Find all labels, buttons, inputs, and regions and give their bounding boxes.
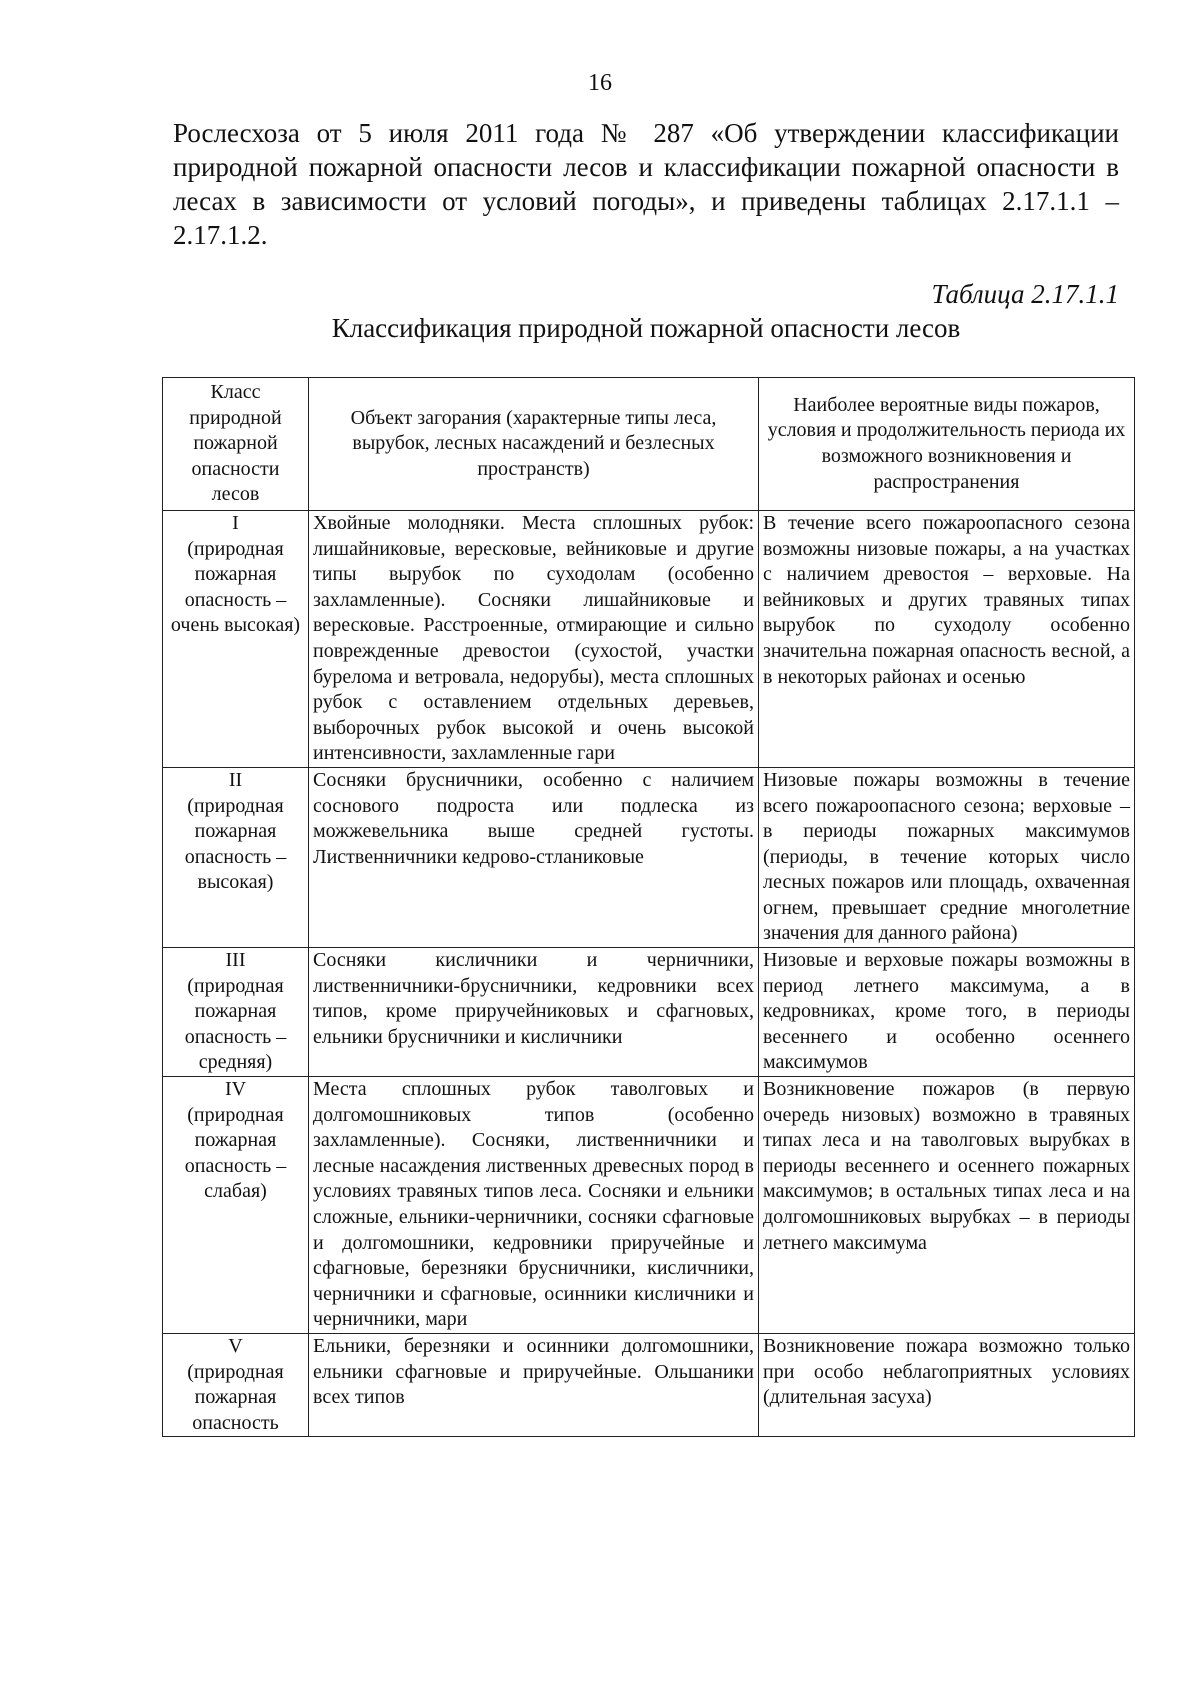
object-cell: Хвойные молодняки. Места сплошных рубок: лишайниковые, вересковые, вейниковые и другие типы вырубок по суходолам (особенно захламленные). Сосняки лишайниковые и вересковые. Расстроенные, отмирающие и сильно поврежденные древостои (сухостой, участки бурелома и ветровала, недорубы), места сплошных рубок с оставлением отдельных деревьев, выборочных рубок высокой и очень высокой интенсивности, захламленные гари bbox=[309, 510, 759, 767]
class-description: (природная пожарная опасность bbox=[187, 1360, 284, 1434]
table-label: Таблица 2.17.1.1 bbox=[931, 279, 1119, 309]
object-cell: Сосняки брусничники, особенно с наличием соснового подроста или подлеска из можжевельника выше средней густоты. Лиственничники кедрово-стланиковые bbox=[309, 767, 759, 947]
intro-text: Рослесхоза от 5 июля 2011 года № 287 «Об утверждении классификации природной пожарной опасности лесов и классификации пожарной опасности в лесах в зависимости от условий погоды», и приведены таблицах 2.17.1.1 – 2.17.1.2. bbox=[173, 118, 1119, 250]
class-numeral: V bbox=[228, 1334, 243, 1357]
table-row bbox=[163, 767, 1135, 947]
table-row bbox=[163, 510, 1135, 767]
fires-cell: Возникновение пожаров (в первую очередь низовых) возможно в травяных типах леса и на таволговых вырубках в периоды весеннего и осеннего пожарных максимумов; в остальных типах леса и на долгомошниковых вырубках – в периоды летнего максимума bbox=[759, 1077, 1135, 1334]
class-cell bbox=[163, 510, 309, 767]
object-cell: Сосняки кисличники и черничники, лиственничники-брусничники, кедровники всех типов, кроме приручейниковых и сфагновых, ельники брусничники и кисличники bbox=[309, 948, 759, 1077]
class-numeral: I bbox=[232, 511, 239, 534]
class-description: (природная пожарная опасность – очень высокая) bbox=[170, 537, 301, 637]
fires-cell: Низовые и верховые пожары возможны в период летнего максимума, а в кедровниках, кроме того, в периоды весеннего и особенно осеннего максимумов bbox=[759, 948, 1135, 1077]
header-object: Объект загорания (характерные типы леса, вырубок, лесных насаждений и безлесных пространств) bbox=[309, 378, 759, 511]
class-numeral: IV bbox=[224, 1078, 247, 1101]
class-cell bbox=[163, 1333, 309, 1436]
page-number: 16 bbox=[588, 70, 612, 96]
class-numeral: III bbox=[225, 949, 246, 972]
header-class: Класс природной пожарной опасности лесов bbox=[163, 378, 309, 511]
fires-cell: Возникновение пожара возможно только при особо неблагоприятных условиях (длительная засуха) bbox=[759, 1333, 1135, 1436]
table-title: Классификация природной пожарной опасности лесов bbox=[331, 313, 961, 343]
intro-paragraph bbox=[173, 116, 1119, 252]
object-cell: Места сплошных рубок таволговых и долгомошниковых типов (особенно захламленные). Сосняки, лиственничники и лесные насаждения лиственных древесных пород в условиях травяных типов леса. Сосняки и ельники сложные, ельники-черничники, сосняки сфагновые и долгомошники, кедровники приручейные и сфагновые, березняки брусничники, кисличники, черничники и сфагновые, осинники кисличники и черничники, мари bbox=[309, 1077, 759, 1334]
header-fires: Наиболее вероятные виды пожаров, условия и продолжительность периода их возможного возникновения и распространения bbox=[759, 378, 1135, 511]
table-row bbox=[163, 948, 1135, 1077]
class-description: (природная пожарная опасность – средняя) bbox=[184, 974, 287, 1074]
table-row bbox=[163, 1077, 1135, 1334]
class-description: (природная пожарная опасность – высокая) bbox=[184, 794, 287, 894]
class-cell bbox=[163, 948, 309, 1077]
classification-table bbox=[162, 377, 1135, 1437]
fires-cell: Низовые пожары возможны в течение всего пожароопасного сезона; верховые – в периоды пожарных максимумов (периоды, в течение которых число лесных пожаров или площадь, охваченная огнем, превышает средние многолетние значения для данного района) bbox=[759, 767, 1135, 947]
class-cell bbox=[163, 1077, 309, 1334]
object-cell: Ельники, березняки и осинники долгомошники, ельники сфагновые и приручейные. Ольшаники всех типов bbox=[309, 1333, 759, 1436]
table-body bbox=[163, 510, 1135, 1436]
fires-cell: В течение всего пожароопасного сезона возможны низовые пожары, а на участках с наличием древостоя – верховые. На вейниковых и других травяных типах вырубок по суходолу особенно значительна пожарная опасность весной, а в некоторых районах и осенью bbox=[759, 510, 1135, 767]
class-cell bbox=[163, 767, 309, 947]
table-row bbox=[163, 1333, 1135, 1436]
class-numeral: II bbox=[228, 768, 243, 791]
class-description: (природная пожарная опасность – слабая) bbox=[184, 1103, 287, 1203]
table-header-row bbox=[163, 378, 1135, 511]
